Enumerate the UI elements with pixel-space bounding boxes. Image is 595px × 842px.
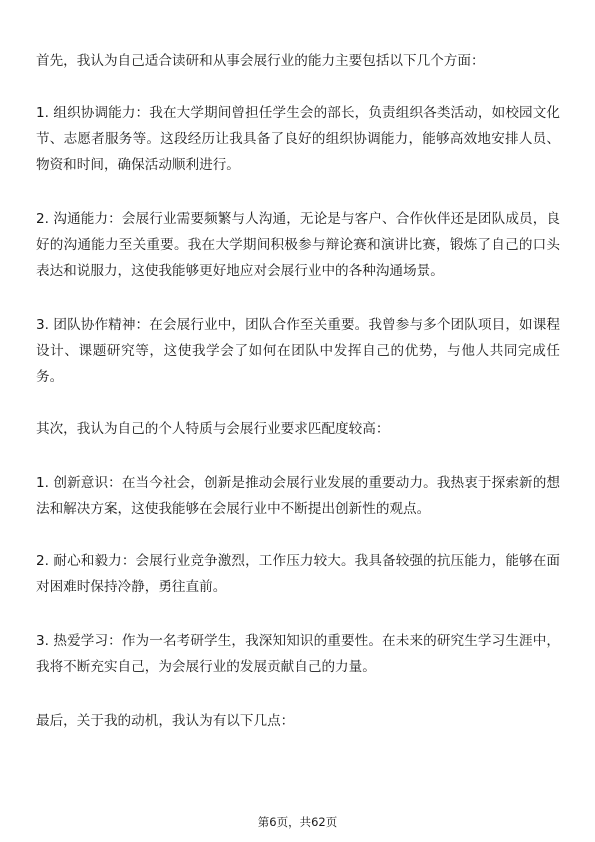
- paragraph-ability-teamwork: 3. 团队协作精神：在会展行业中，团队合作至关重要。我曾参与多个团队项目，如课程设计、课题研究等，这使我学会了如何在团队中发挥自己的优势，与他人共同完成任务。: [36, 317, 560, 385]
- paragraph-ability-communication: 2. 沟通能力：会展行业需要频繁与人沟通，无论是与客户、合作伙伴还是团队成员，良好的沟通能力至关重要。我在大学期间积极参与辩论赛和演讲比赛，锻炼了自己的口头表达和说服力，这使我能够更好地应对会展行业中的各种沟通场景。: [36, 211, 560, 279]
- document-body: [36, 48, 560, 734]
- paragraph-trait-learning: 3. 热爱学习：作为一名考研学生，我深知知识的重要性。在未来的研究生学习生涯中，我将不断充实自己，为会展行业的发展贡献自己的力量。: [36, 633, 560, 675]
- paragraph-trait-perseverance: 2. 耐心和毅力：会展行业竞争激烈，工作压力较大。我具备较强的抗压能力，能够在面对困难时保持冷静，勇往直前。: [36, 553, 560, 595]
- paragraph-intro-motivation: 最后，关于我的动机，我认为有以下几点：: [36, 713, 295, 729]
- paragraph-ability-organization: 1. 组织协调能力：我在大学期间曾担任学生会的部长，负责组织各类活动，如校园文化节、志愿者服务等。这段经历让我具备了良好的组织协调能力，能够高效地安排人员、物资和时间，确保活动顺利进行。: [36, 105, 560, 173]
- paragraph-intro-traits: 其次，我认为自己的个人特质与会展行业要求匹配度较高：: [36, 421, 390, 437]
- paragraph-trait-innovation: 1. 创新意识：在当今社会，创新是推动会展行业发展的重要动力。我热衷于探索新的想法和解决方案，这使我能够在会展行业中不断提出创新性的观点。: [36, 475, 560, 517]
- paragraph-intro-abilities: 首先，我认为自己适合读研和从事会展行业的能力主要包括以下几个方面：: [36, 53, 485, 69]
- page-number-footer: 第6页，共62页: [257, 815, 338, 829]
